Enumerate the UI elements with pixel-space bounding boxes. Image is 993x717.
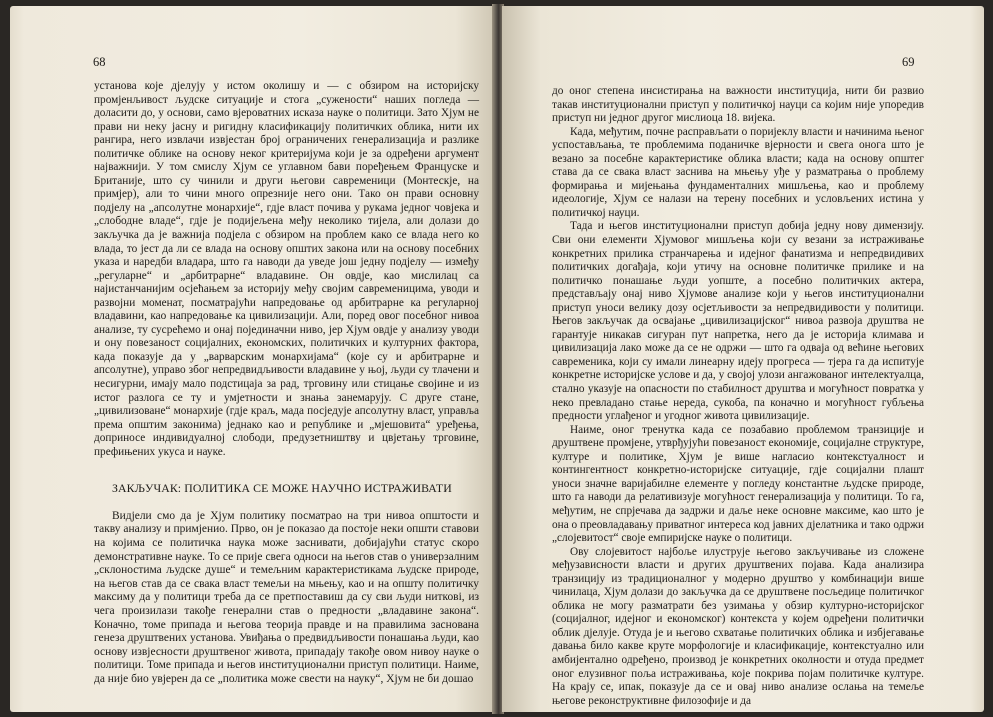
paragraph: Ову слојевитост најбоље илуструје његово закључивање из сложене међузависности власти и других друштвених појава. Када анализира транзицију из традиционалног у модерно друштво у комбинацији више чинилаца, Хјум долази до закључка да се друштвене посљедице политичког облика не могу разматрати без узимања у обзир културно-историјског (социјалног, идејног и економског) контекста у којем одређени политички облик дјелује. Отуда је и његово схватање политичких облика и избјегавање давања било какве круте морфологије и класификације, контекстуално или амбијентално одређено, производ је конкретних околности и отуда предмет оног елузивног поља истраживања, које покрива појам политичке културе. На крају се, ипак, показује да се и овај ниво анализе ослања на темеље његове реконструктивне филозофије и да <box>552 545 924 707</box>
paragraph: Када, међутим, почне расправљати о поријеклу власти и начинима њеног успостављања, те проблемима поданичке вјерности и свега онога што је везано за посебне карактеристике облика власти; када на основу општег става да се свака власт заснива на мњењу уђе у разматрања о проблему формирања и мијењања фундаменталних мишљења, као и проблему идеологије, Хјум се налази на терену посебних и условљених истина у политичкој науци. <box>552 125 924 219</box>
section-body <box>94 510 479 687</box>
left-page <box>10 6 494 712</box>
page-number-left: 68 <box>93 55 106 69</box>
left-page-body <box>94 80 479 687</box>
paragraph: Наиме, оног тренутка када се позабавио проблемом транзиције и друштвене промјене, утврђујући повезаност економије, социјалне структуре, културе и политике, Хјум је више нагласио контекстуалност и контингентност конкретно-историјске ситуације, гдје социјални плашт уноси значне варијабилне елементе у погледу константне људске природе, што га наводи да релативизује могућност генерализација у политици. То га, међутим, не спрјечава да задржи и даље неке основне максиме, као што је она о преовладавању приватног интереса код јавних дјелатника и тако одржи „слојевитост“ своје емпиријске науке о политици. <box>552 423 924 545</box>
paragraph: Тада и његов институционални приступ добија једну нову димензију. Сви они елементи Хјумовог мишљења који су везани за истраживање конкретних прилика странчарења и идејног фанатизма и непредвидивих политичких догађаја, који утичу на основне политичке прилике и на политичко понашање људи уопште, а посебно политичких актера, представљају онај ниво Хјумове анализе који у његов институционални приступ уноси велику дозу осјетљивости за непредвидивости у политици. Његов закључак да освајање „цивилизацијског“ нивоа развоја друштва не гарантује никакав сигуран пут напретка, него да је историја климава и цивилизација лако може да се не одржи — што га одваја од већине његових савременика, који су имали линеарну идеју прогреса — тјера га да испитује конкретне историјске услове и да, у својој улози ангажованог интелектуалца, стално указује на опасности по стабилност друштва и могућност повратка у неко превладано стање нереда, сукоба, па коначно и могућност губљења предности углађеног и угодног живота цивилизације. <box>552 220 924 423</box>
paragraph: Видјели смо да је Хјум политику посматрао на три нивоа општости и такву анализу и примјенио. Прво, он је показао да постоје неки општи ставови на којима се политичка наука може заснивати, добијајући статус скоро демонстративне науке. То се прије свега односи на његов став о универзалним „склоностима људске душе“ и темељним карактеристикама људске природе, на његов став да се свака власт темељи на мњењу, као и на општу политичку максиму да у политици треба да се претпоставиш да су сви људи нитковi, из чега произилази такође генерални став о предности „владавине закона“. Коначно, томе припада и његова теорија правде и на правилима заснована генеза друштвених установа. Увиђања о предвидљивости понашања људи, као основу извјесности друштвеног живота, припадају такође овом нивоу науке о политици. Томе припада и његов институционални приступ политици. Наиме, да није био увјерен да се „политика може свести на науку“, Хјум не би дошао <box>94 509 479 685</box>
section-heading: ЗАКЉУЧАК: ПОЛИТИКА СЕ МОЖЕ НАУЧНО ИСТРАЖИВАТИ <box>112 481 452 496</box>
right-page <box>502 6 984 712</box>
paragraph: установа које дјелују у истом околишу и — с обзиром на историјску промјенљивост људске ситуације и стога „сужености“ наших погледа — доласити до, у основи, само вјероватних исказа науке о политици. Зато Хјум не прави ни неку јасну и ригидну класификацију политичких облика, нити их рангира, него извлачи извјестан број ограничених генерализација и разлике политичке облике на основу неког критеријума који је за одређени аргумент најважнији. У том смислу Хјум се углавном бави поређењем Француске и Британије, што су чинили и други његови савременици (Монтескје, на примјер), али то чини много опрезније него они. Тако он прави основну подјелу на „апсолутне монархије“, гдје власт почива у рукама једног човјека и „слободне владе“, гдје је подијељена међу неколико тијела, али долази до закључка да је важнија подјела с обзиром на проблем како се влада него ко влада, то јест да ли се влада на основу општих закона или на основу посебних указа и наредби владара, што га наводи да уведе још једну подјелу — између „регуларне“ и „арбитрарне“ владавине. Он овдје, као мислилац са најистанчанијим осјећањем за историју међу својим савременицима, уводи и развојни моменат, посматрајући напредовање од арбитрарне ка регуларној владавини, као напредовање ка цивилизацији. Али, поред овог посебног нивоа анализе, ту сусрећемо и онај појединачни ниво, јер Хјум овдје у анализу уводи и ону повезаност социјалних, економских, политичких и културних фактора, када показује да у „варварским монархијама“ (које су и арбитрарне и апсолутне), управо због непредвидљивости владавине у њој, људи су тлачени и несигурни, имају мало подстицаја за рад, трговину или стицање својине и из истог разлога се ту и умјетности и знања занемарују. С друге стане, „цивилизоване“ монархије (гдје краљ, мада посједује апсолутну власт, управља према општим законима) једнако као и републике и „мјешовита“ уређења, доприносе индивидуалној слободи, предузетништву и цвјетању трговине, префињених укуса и науке. <box>94 80 479 458</box>
paragraph: до оног степена инсистирања на важности институција, нити би развио такав институционални приступ у политичкој науци са којим није упоредив приступ ни једног другог мислиоца 18. вијека. <box>552 85 924 125</box>
page-number-right: 69 <box>902 55 915 69</box>
right-page-body <box>552 85 924 708</box>
